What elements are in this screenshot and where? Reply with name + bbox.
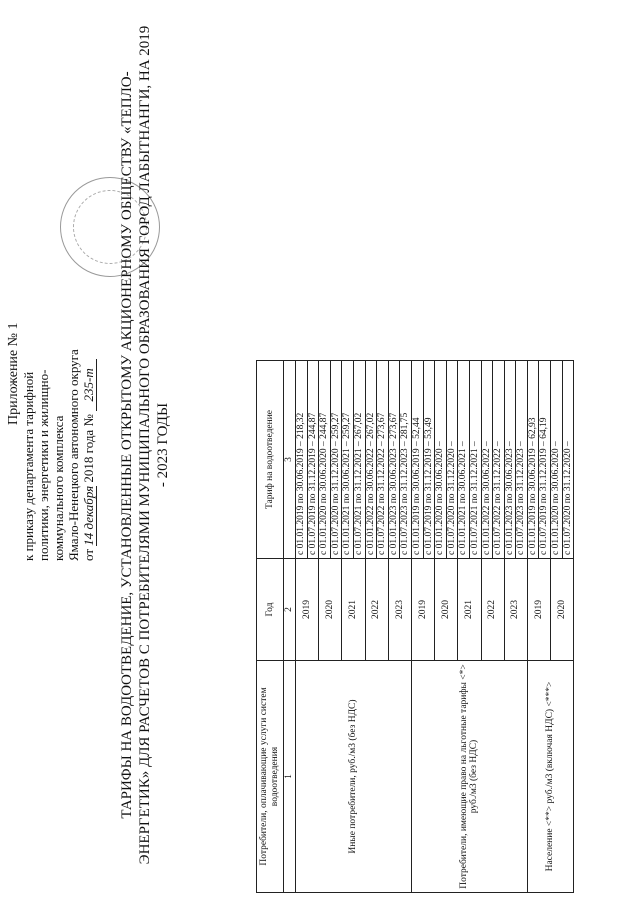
year-cell: 2019 [296, 559, 319, 661]
tariff-cell: с 01.07.2020 по 31.12.2020 – 259,27 [330, 361, 342, 559]
appendix-title: Приложение № 1 [6, 322, 21, 425]
column-number: 3 [284, 361, 296, 559]
tariff-cell: с 01.01.2019 по 30.06.2019 – 218,32 [296, 361, 308, 559]
tariff-cell: с 01.01.2019 по 30.06.2019 – 52,44 [411, 361, 423, 559]
date-suffix: 2018 года № [81, 414, 96, 483]
appendix-date-line [81, 15, 97, 575]
year-cell: 2023 [388, 559, 411, 661]
table-row [296, 361, 308, 893]
tariff-cell: с 01.01.2021 по 30.06.2021 – [458, 361, 470, 559]
tariff-cell: с 01.07.2019 по 31.12.2019 – 64,19 [539, 361, 551, 559]
document-title: ТАРИФЫ НА ВОДООТВЕДЕНИЕ, УСТАНОВЛЕННЫЕ ОТКРЫТОМУ АКЦИОНЕРНОМУ ОБЩЕСТВУ «ТЕПЛО-ЭНЕРГЕТИК» ДЛЯ РАСЧЕТОВ С ПОТРЕБИТЕЛЯМИ МУНИЦИПАЛЬНОГО ОБРАЗОВАНИЯ ГОРОД ЛАБЫТНАНГИ, НА 2019 - 2023 ГОДЫ [119, 25, 171, 865]
handwritten-date: 14 декабря [81, 485, 96, 546]
header-consumers: Потребители, оплачивающие услуги систем водоотведения [257, 661, 284, 893]
tariff-cell: с 01.07.2023 по 31.12.2023 – 281,75 [400, 361, 412, 559]
tariff-cell: с 01.07.2022 по 31.12.2022 – [493, 361, 505, 559]
tariff-cell: с 01.07.2020 по 31.12.2020 – [446, 361, 458, 559]
consumer-category-cell: Население <**> руб./м3 (включая НДС) <***> [527, 661, 573, 893]
table-row [411, 361, 423, 893]
year-cell: 2020 [551, 559, 574, 661]
appendix-line: к приказу департамента тарифной [21, 371, 36, 561]
year-cell: 2021 [458, 559, 481, 661]
appendix-line: коммунального комплекса [51, 415, 66, 561]
year-cell: 2022 [481, 559, 504, 661]
tariff-cell: с 01.01.2020 по 30.06.2020 – [551, 361, 563, 559]
tariff-cell: с 01.01.2020 по 30.06.2020 – [435, 361, 447, 559]
tariff-cell: с 01.01.2021 по 30.06.2021 – 259,27 [342, 361, 354, 559]
year-cell: 2022 [365, 559, 388, 661]
tariff-cell: с 01.07.2021 по 31.12.2021 – 267,02 [353, 361, 365, 559]
header-tariff: Тариф на водоотведение [257, 361, 284, 559]
tariff-cell: с 01.01.2023 по 30.06.2023 – [504, 361, 516, 559]
year-cell: 2019 [411, 559, 434, 661]
tariff-cell: с 01.07.2021 по 31.12.2021 – [469, 361, 481, 559]
year-cell: 2021 [342, 559, 365, 661]
column-number: 1 [284, 661, 296, 893]
tariff-cell: с 01.01.2022 по 30.06.2022 – 267,02 [365, 361, 377, 559]
consumer-category-cell: Иные потребители, руб./м3 (без НДС) [296, 661, 412, 893]
header-year: Год [257, 559, 284, 661]
tariff-cell: с 01.07.2023 по 31.12.2023 – [516, 361, 528, 559]
tariff-table-body [296, 361, 574, 893]
consumer-category-cell: Потребители, имеющие право на льготные тарифы <*> руб./м3 (без НДС) [411, 661, 527, 893]
date-prefix: от [81, 548, 96, 561]
tariff-cell: с 01.01.2019 по 30.06.2019 – 62,93 [527, 361, 539, 559]
tariff-cell: с 01.01.2023 по 30.06.2023 – 273,67 [388, 361, 400, 559]
table-row [527, 361, 539, 893]
appendix-line: Ямало-Ненецкого автономного округа [66, 349, 81, 561]
tariff-cell: с 01.07.2022 по 31.12.2022 – 273,67 [377, 361, 389, 559]
year-cell: 2019 [527, 559, 550, 661]
handwritten-order-number: 235-т [81, 359, 97, 411]
appendix-line: политики, энергетики и жилищно- [36, 369, 51, 561]
tariff-cell: с 01.01.2020 по 30.06.2020 – 244,87 [319, 361, 331, 559]
tariff-cell: с 01.07.2019 по 31.12.2019 – 53,49 [423, 361, 435, 559]
year-cell: 2020 [319, 559, 342, 661]
year-cell: 2023 [504, 559, 527, 661]
year-cell: 2020 [435, 559, 458, 661]
column-number: 2 [284, 559, 296, 661]
appendix-block [6, 15, 97, 575]
tariff-cell: с 01.07.2019 по 31.12.2019 – 244,87 [307, 361, 319, 559]
tariff-table [256, 360, 574, 893]
tariff-cell: с 01.07.2020 по 31.12.2020 – [562, 361, 574, 559]
tariff-cell: с 01.01.2022 по 30.06.2022 – [481, 361, 493, 559]
